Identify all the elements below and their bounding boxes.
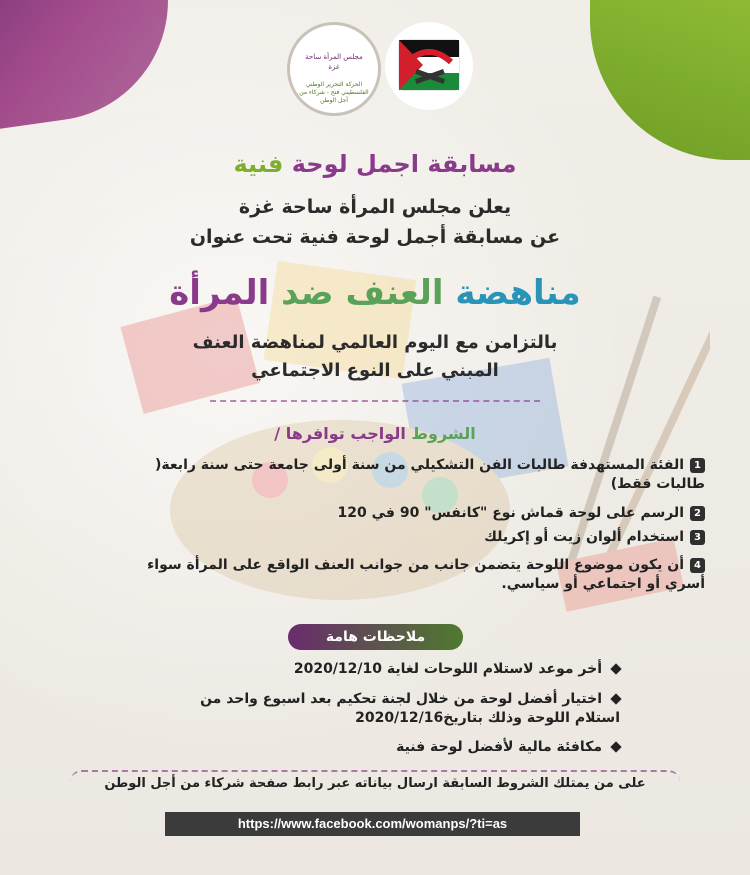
logos-row xyxy=(285,22,475,112)
corner-decoration-left xyxy=(0,0,183,135)
condition-item xyxy=(118,456,705,494)
note-text: مكافئة مالية لأفضل لوحة فنية xyxy=(396,739,602,755)
condition-text: أن يكون موضوع اللوحة يتضمن جانب من جوانب العنف الواقع على المرأة سواء أسري أو اجتماعي أو سياسي. xyxy=(147,557,705,592)
diamond-bullet-icon xyxy=(610,663,621,674)
council-logo-text: مجلس المرأة ساحة غزة xyxy=(305,53,363,71)
note-item xyxy=(200,690,620,728)
condition-text: استخدام ألوان زيت أو إكريلك xyxy=(484,529,684,545)
conditions-title-rest: الواجب توافرها / xyxy=(274,424,406,443)
note-text: اختيار أفضل لوحة من خلال لجنة تحكيم بعد اسبوع واحد من استلام اللوحة وذلك بتاريخ2020/12/16 xyxy=(200,691,620,726)
title-main: مسابقة اجمل لوحة xyxy=(291,150,517,178)
headline xyxy=(40,273,710,313)
condition-item xyxy=(118,528,705,547)
facebook-link[interactable]: https://www.facebook.com/womanps/?ti=as xyxy=(165,812,580,836)
divider xyxy=(210,400,540,402)
note-item xyxy=(200,738,620,757)
council-logo-subtext: الحركة التحرير الوطني الفلسطيني فتح - شركاء من أجل الوطن xyxy=(299,81,369,104)
condition-item xyxy=(118,504,705,523)
condition-number: 4 xyxy=(690,558,705,573)
headline-word-3: ضد xyxy=(281,273,334,313)
conditions-title-word: الشروط xyxy=(411,424,476,443)
competition-title xyxy=(40,150,710,178)
announce-line-2: عن مسابقة أجمل لوحة فنية تحت عنوان xyxy=(189,226,561,248)
headline-word-2: العنف xyxy=(345,273,444,313)
subtitle-line-2: المبني على النوع الاجتماعي xyxy=(251,360,499,381)
condition-text: الفئة المستهدفة طالبات الفن التشكيلي من سنة أولى جامعة حتى سنة رابعة( طالبات فقط) xyxy=(155,457,705,492)
note-text: أخر موعد لاستلام اللوحات لغاية 2020/12/10 xyxy=(293,661,602,677)
announce-line-1: يعلن مجلس المرأة ساحة غزة xyxy=(238,196,512,218)
conditions-title xyxy=(40,424,710,443)
headline-word-4: المرأة xyxy=(169,273,270,313)
condition-number: 2 xyxy=(690,506,705,521)
note-item xyxy=(200,660,620,679)
subtitle-line-1: بالتزامن مع اليوم العالمي لمناهضة العنف xyxy=(192,332,558,353)
diamond-bullet-icon xyxy=(610,693,621,704)
condition-number: 1 xyxy=(690,458,705,473)
condition-item xyxy=(118,556,705,594)
headline-word-1: مناهضة xyxy=(455,273,581,313)
corner-decoration-right xyxy=(590,0,750,160)
condition-number: 3 xyxy=(690,530,705,545)
notes-title-badge: ملاحظات هامة xyxy=(288,624,463,650)
title-accent: فنية xyxy=(233,150,284,178)
emblem-icon xyxy=(385,22,473,110)
fatah-emblem xyxy=(385,22,473,110)
council-logo xyxy=(287,22,381,116)
diamond-bullet-icon xyxy=(610,741,621,752)
footer-text: على من يمتلك الشروط السابقة ارسال بياناته عبر رابط صفحة شركاء من أجل الوطن xyxy=(104,776,646,791)
condition-text: الرسم على لوحة قماش نوع "كانفس" 90 في 120 xyxy=(337,505,684,521)
